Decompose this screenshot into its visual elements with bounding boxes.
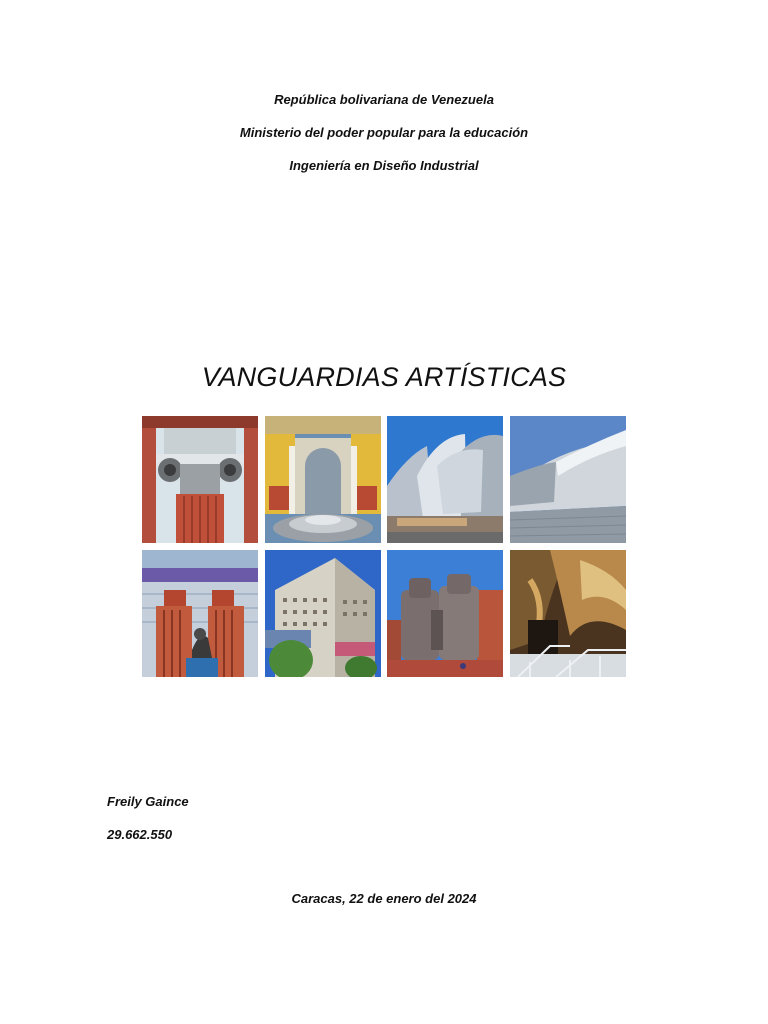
- metallic-concert-hall-photo: [387, 416, 503, 543]
- architecture-collage: [142, 416, 626, 678]
- header-ministry: Ministerio del poder popular para la educación: [239, 125, 529, 140]
- copper-curved-facade-photo: [510, 550, 626, 677]
- header-country: República bolivariana de Venezuela: [274, 92, 494, 107]
- postmodern-plaza-photo: [265, 416, 381, 543]
- binoculars-building-photo: [387, 550, 503, 677]
- place-and-date: Caracas, 22 de enero del 2024: [291, 891, 477, 906]
- author-name: Freily Gaince: [107, 794, 189, 809]
- author-id-number: 29.662.550: [107, 827, 173, 842]
- patterned-tower-photo: [265, 550, 381, 677]
- header-program: Ingeniería en Diseño Industrial: [289, 158, 479, 173]
- ionic-column-photo: [142, 416, 258, 543]
- curved-steel-facade-photo: [510, 416, 626, 543]
- document-title: VANGUARDIAS ARTÍSTICAS: [201, 362, 567, 392]
- portland-building-photo: [142, 550, 258, 677]
